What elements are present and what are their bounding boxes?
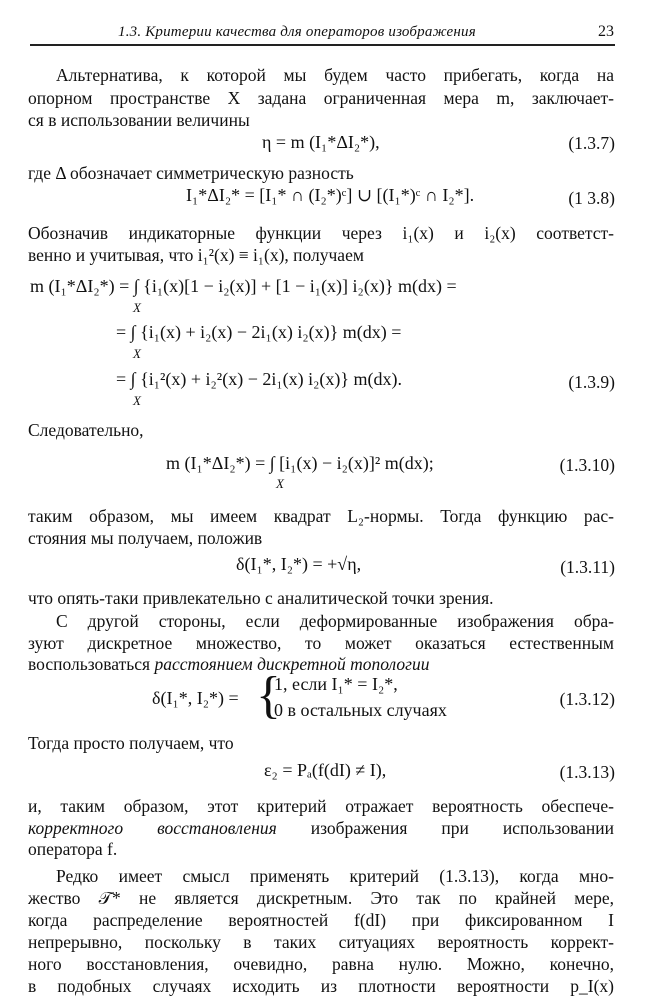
- paragraph-line: что опять-таки привлекательно с аналитической точки зрения.: [28, 588, 494, 608]
- paragraph-text: изображения при использовании: [276, 818, 614, 838]
- left-brace: {: [256, 667, 281, 724]
- paragraph-line: венно и учитывая, что i₁²(x) ≡ i₁(x), получаем: [28, 245, 364, 265]
- paragraph-line: в подобных случаях исходить из плотности вероятности p_I(x): [28, 976, 614, 996]
- page-header: [30, 22, 622, 46]
- equation-1-3-9-line-1: m (I₁*ΔI₂*) = ∫ {i₁(x)[1 − i₂(x)] + [1 − i₁(x)] i₂(x)} m(dx) =: [30, 276, 457, 296]
- paragraph-line: оператора f.: [28, 839, 118, 859]
- integral-subscript: X: [133, 300, 141, 315]
- equation-number: (1.3.10): [559, 455, 615, 475]
- equation-number: (1 3.8): [568, 188, 615, 208]
- paragraph-line: Тогда просто получаем, что: [28, 733, 234, 753]
- equation-1-3-9-line-3: = ∫ {i₁²(x) + i₂²(x) − 2i₁(x) i₂(x)} m(dx).: [116, 369, 403, 389]
- integral-subscript: X: [276, 476, 284, 491]
- equation-1-3-8: I₁*ΔI₂* = [I₁* ∩ (I₂*)ᶜ] ∪ [(I₁*)ᶜ ∩ I₂*].: [186, 185, 475, 205]
- equation-1-3-12-case-1: 1, если I₁* = I₂*,: [274, 674, 398, 694]
- paragraph-line: [28, 654, 429, 675]
- equation-number: (1.3.9): [568, 372, 615, 392]
- equation-number: (1.3.12): [559, 689, 615, 709]
- paragraph-line: и, таким образом, этот критерий отражает вероятность обеспече-: [28, 796, 614, 816]
- paragraph-line: опорном пространстве X задана ограниченная мера m, заключает-: [28, 88, 614, 108]
- paragraph-line: Обозначив индикаторные функции через i₁(x) и i₂(x) соответст-: [28, 223, 614, 243]
- paragraph-line: [28, 817, 614, 839]
- equation-1-3-7: η = m (I₁*ΔI₂*),: [262, 132, 380, 152]
- italic-term: корректного восстановления: [28, 818, 277, 838]
- page-number: 23: [598, 23, 614, 40]
- paragraph-line: Редко имеет смысл применять критерий (1.3.13), когда мно-: [56, 866, 614, 886]
- equation-number: (1.3.7): [568, 133, 615, 153]
- paragraph-line: стояния мы получаем, положив: [28, 528, 263, 548]
- paragraph-line: С другой стороны, если деформированные изображения обра-: [56, 611, 614, 631]
- paragraph-line: жество 𝒯* не является дискретным. Это так по крайней мере,: [28, 888, 614, 908]
- paragraph-line: непрерывно, поскольку в таких ситуациях вероятность коррект-: [28, 932, 614, 952]
- paragraph-line: Альтернатива, к которой мы будем часто прибегать, когда на: [56, 65, 614, 85]
- paragraph-text: воспользоваться: [28, 654, 155, 674]
- equation-1-3-10: m (I₁*ΔI₂*) = ∫ [i₁(x) − i₂(x)]² m(dx);: [166, 453, 434, 473]
- integral-subscript: X: [133, 346, 141, 361]
- header-rule: [30, 44, 615, 46]
- paragraph-line: ся в использовании величины: [28, 110, 250, 130]
- equation-1-3-12-case-2: 0 в остальных случаях: [274, 700, 447, 720]
- italic-term: расстоянием дискретной топологии: [154, 654, 430, 674]
- running-title: 1.3. Критерии качества для операторов изображения: [118, 24, 476, 40]
- paragraph-line: таким образом, мы имеем квадрат L₂-нормы. Тогда функцию рас-: [28, 506, 614, 526]
- equation-1-3-9-line-2: = ∫ {i₁(x) + i₂(x) − 2i₁(x) i₂(x)} m(dx) =: [116, 322, 402, 342]
- paragraph-line: когда распределение вероятностей f(dI) при фиксированном I: [28, 910, 614, 930]
- integral-subscript: X: [133, 393, 141, 408]
- paragraph-line: где Δ обозначает симметрическую разность: [28, 163, 354, 183]
- equation-number: (1.3.13): [559, 762, 615, 782]
- paragraph-line: Следовательно,: [28, 420, 144, 440]
- equation-1-3-13: ε₂ = Pₐ(f(dI) ≠ I),: [264, 760, 387, 780]
- equation-1-3-12-lhs: δ(I₁*, I₂*) =: [152, 688, 239, 708]
- paragraph-line: ного восстановления, очевидно, равна нулю. Можно, конечно,: [28, 954, 614, 974]
- equation-number: (1.3.11): [560, 557, 615, 577]
- equation-1-3-11: δ(I₁*, I₂*) = +√η,: [236, 554, 362, 574]
- paragraph-line: зуют дискретное множество, то может оказаться естественным: [28, 633, 614, 653]
